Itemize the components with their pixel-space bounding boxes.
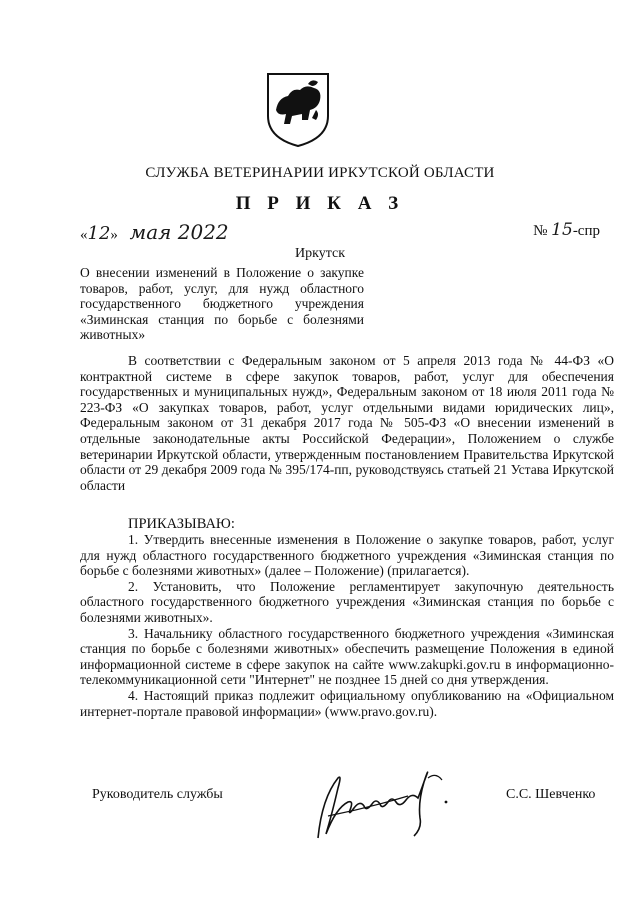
order-directive: ПРИКАЗЫВАЮ:: [128, 516, 235, 532]
date-month-year: мая 2022: [129, 220, 229, 244]
coat-of-arms-icon: [264, 70, 332, 148]
order-item: 4. Настоящий приказ подлежит официальному опубликованию на «Официальном интернет-портале правовой информации» (www.pravo.gov.ru).: [80, 687, 614, 719]
number-value: 15: [551, 220, 573, 240]
number-prefix: №: [533, 223, 548, 239]
date-close-quote: »: [110, 227, 118, 243]
preamble-paragraph: В соответствии с Федеральным законом от 5 апреля 2013 года № 44-ФЗ «О контрактной системе в сфере закупок товаров, работ, услуг для обеспечения государственных и муниципальных нужд», Федеральным законом от 18 июля 2011 года № 223-ФЗ «О закупках товаров, работ, услуг отдельными видами юридических лиц», Федеральным законом от 31 декабря 2017 года № 505-ФЗ «О внесении изменений в отдельные законодательные акты Российской Федерации», Положением о службе ветеринарии Иркутской области, утвержденным постановлением Правительства Иркутской области от 29 декабря 2009 года № 395/174-пп, руководствуясь статьей 21 Устава Иркутской области: [80, 353, 614, 493]
date-day: 12: [87, 223, 111, 244]
signer-title: Руководитель службы: [92, 787, 223, 802]
order-item: 1. Утвердить внесенные изменения в Положение о закупке товаров, работ, услуг для нужд областного государственного бюджетного учреждения «Зиминская станция по борьбе с болезнями животных» (далее – Положение) (прилагается).: [80, 532, 614, 579]
order-items: [80, 532, 614, 719]
organization-name: СЛУЖБА ВЕТЕРИНАРИИ ИРКУТСКОЙ ОБЛАСТИ: [145, 165, 495, 181]
signer-name: С.С. Шевченко: [506, 787, 596, 802]
order-number: [533, 220, 600, 240]
document-type: П Р И К А З: [235, 193, 405, 214]
date-open-quote: «: [80, 227, 88, 243]
order-subject: О внесении изменений в Положение о закупке товаров, работ, услуг, для нужд областного государственного бюджетного учреждения «Зиминская станция по борьбе с болезнями животных»: [80, 265, 364, 342]
order-date: [80, 220, 229, 244]
city: Иркутск: [294, 246, 346, 261]
order-item: 2. Установить, что Положение регламентирует закупочную деятельность областного государственного бюджетного учреждения «Зиминская станция по борьбе с болезнями животных».: [80, 578, 614, 625]
order-item: 3. Начальнику областного государственного бюджетного учреждения «Зиминская станция по борьбе с болезнями животных» обеспечить размещение Положения в единой информационной системе в сфере закупок на сайте www.zakupki.gov.ru в информационно-телекоммуникационной сети "Интернет" не позднее 15 дней со дня утверждения.: [80, 625, 614, 688]
signature-icon: [308, 758, 458, 850]
number-suffix: -спр: [572, 223, 600, 239]
